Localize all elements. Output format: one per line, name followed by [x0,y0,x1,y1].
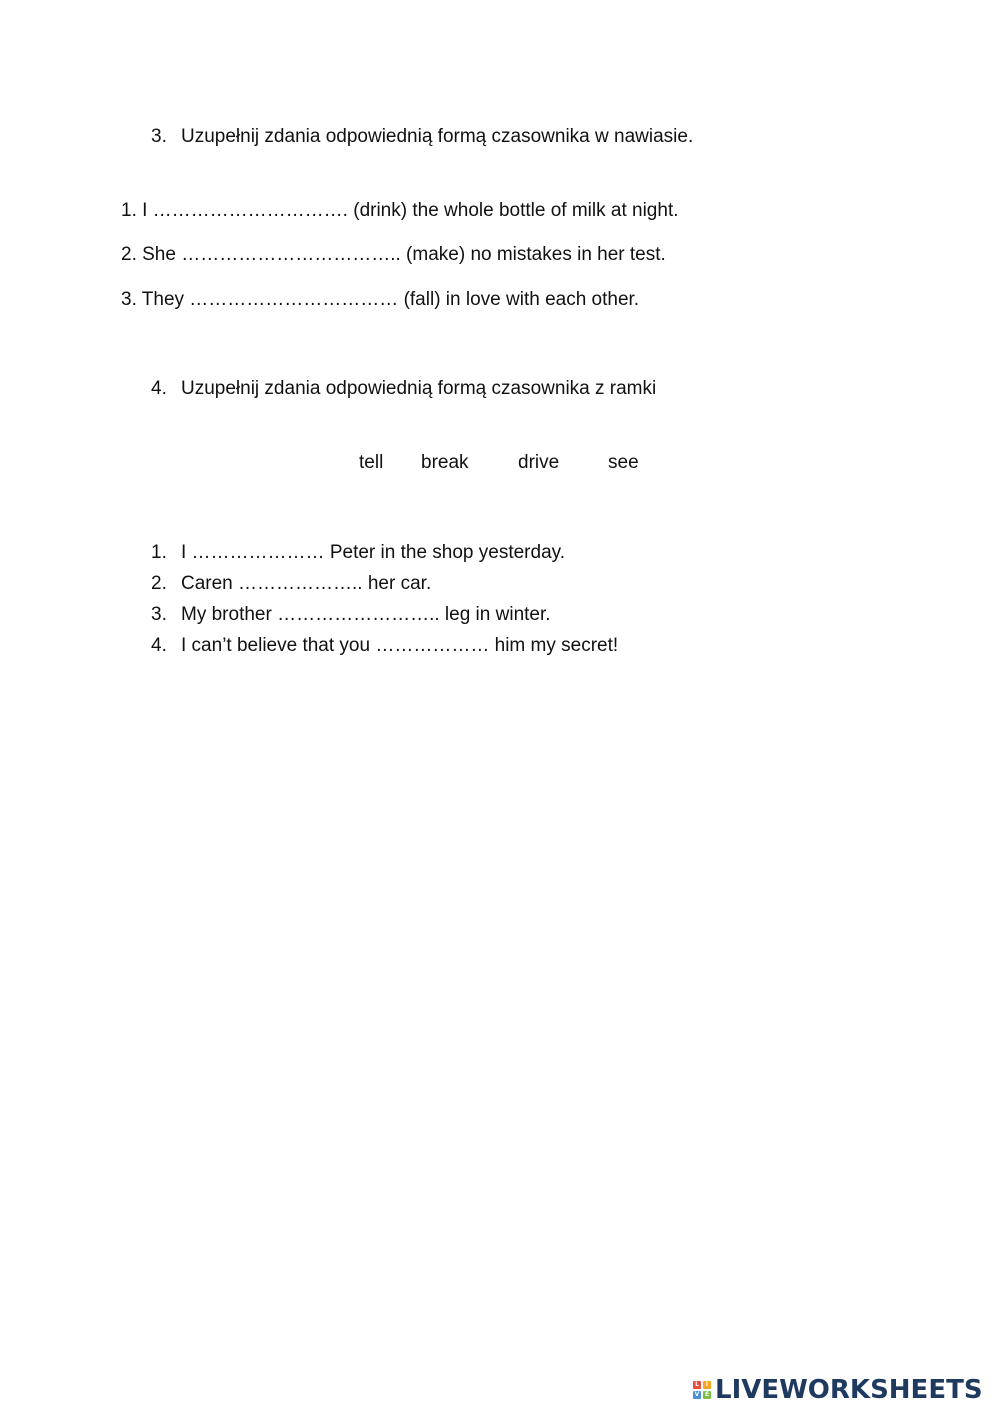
exercise-3-sentence: 1. I …………………………. (drink) the whole bottle of milk at night. [121,200,679,221]
word-bank-item: drive [518,452,560,473]
liveworksheets-logo [693,1375,983,1405]
word-bank-item: break [421,452,469,473]
logo-mark-icon [693,1381,711,1399]
exercise-4-sentence-number: 1. [151,542,167,563]
exercise-4-sentence-number: 2. [151,573,167,594]
exercise-4-sentence-text: My brother …………………….. leg in winter. [181,604,551,625]
exercise-3-sentence: 2. She …………………………….. (make) no mistakes in her test. [121,244,666,265]
exercise-4-sentence [151,603,551,627]
exercise-4-sentence-text: I can’t believe that you ……………… him my secret! [181,635,619,656]
word-bank-item: see [608,452,639,473]
exercise-3-instruction: Uzupełnij zdania odpowiednią formą czasownika w nawiasie. [181,126,694,147]
exercise-4-heading [151,377,656,401]
word-bank [0,452,1000,478]
logo-mark-tile: I [703,1381,711,1389]
exercise-3-heading [151,125,693,149]
exercise-4-instruction: Uzupełnij zdania odpowiednią formą czasownika z ramki [181,378,657,399]
exercise-4-sentence [151,634,618,658]
logo-mark-tile: E [704,1391,710,1398]
exercise-3-number: 3. [151,126,167,147]
logo-mark-tile: L [693,1381,701,1389]
logo-mark-tile: V [694,1391,700,1398]
exercise-4-sentence-number: 4. [151,635,167,656]
logo-text: LIVEWORKSHEETS [715,1375,983,1405]
exercise-4-sentence [151,541,565,565]
exercise-4-sentence-number: 3. [151,604,167,625]
exercise-3-sentence: 3. They …………………………… (fall) in love with each other. [121,289,640,310]
exercise-4-sentence-text: I ………………… Peter in the shop yesterday. [181,542,566,563]
exercise-4-sentence-text: Caren ……………….. her car. [181,573,432,594]
exercise-4-number: 4. [151,378,167,399]
word-bank-item: tell [359,452,384,473]
exercise-4-sentence [151,572,431,596]
